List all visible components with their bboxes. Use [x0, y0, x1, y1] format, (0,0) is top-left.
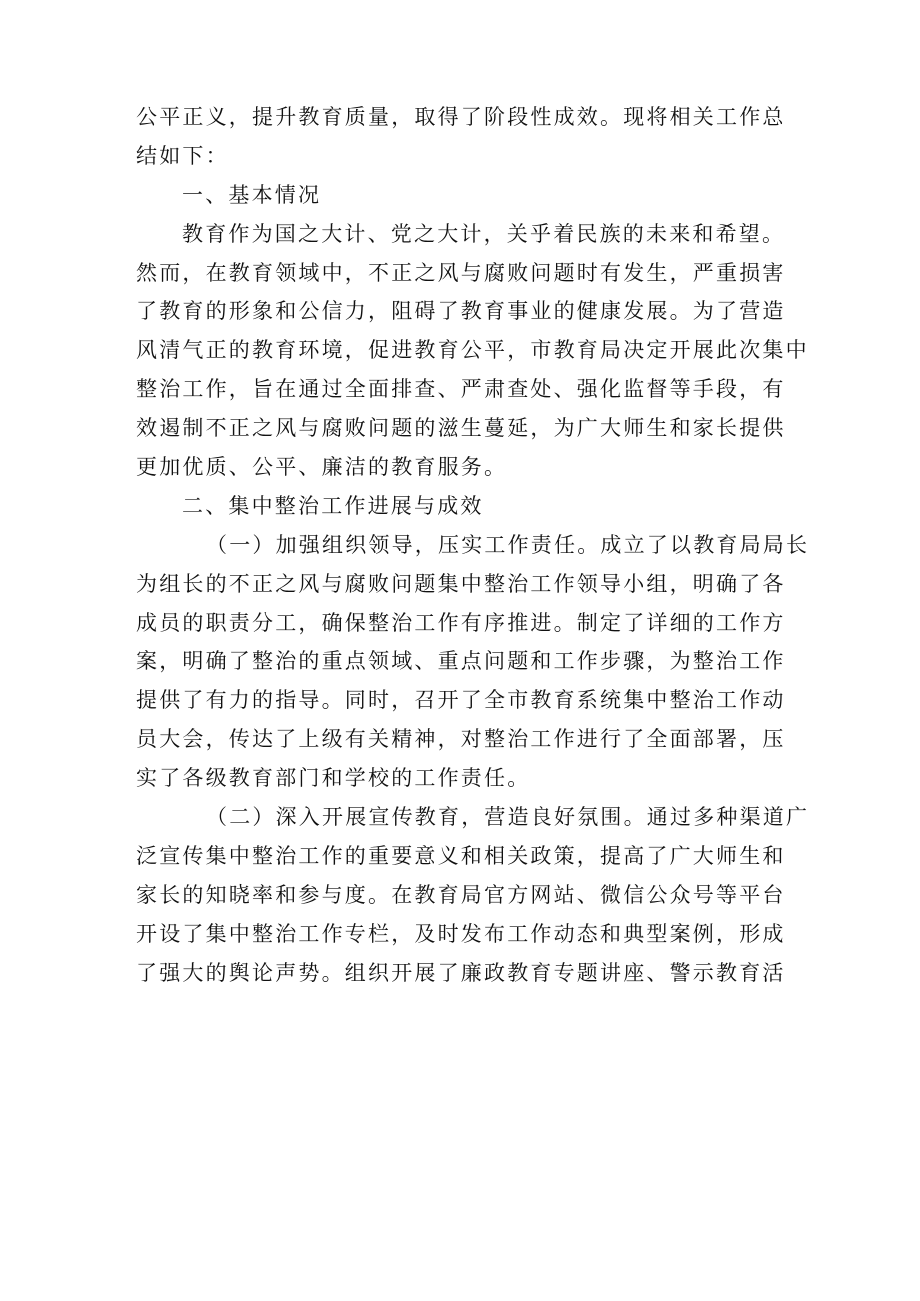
paragraph-line: 然而，在教育领域中，不正之风与腐败问题时有发生，严重损害	[136, 260, 786, 285]
paragraph-line: 提供了有力的指导。同时，召开了全市教育系统集中整治工作动	[136, 688, 786, 713]
paragraph-line: 了教育的形象和公信力，阻碍了教育事业的健康发展。为了营造	[136, 299, 786, 324]
paragraph-line: 效遏制不正之风与腐败问题的滋生蔓延，为广大师生和家长提供	[136, 416, 786, 441]
paragraph-line: 公平正义，提升教育质量，取得了阶段性成效。现将相关工作总	[136, 105, 786, 129]
section-heading-basic: 一、基本情况	[182, 182, 322, 207]
paragraph-line: 家长的知晓率和参与度。在教育局官方网站、微信公众号等平台	[136, 882, 786, 907]
section-heading-progress: 二、集中整治工作进展与成效	[182, 493, 484, 518]
paragraph-line: 开设了集中整治工作专栏，及时发布工作动态和典型案例，形成	[136, 921, 786, 946]
paragraph-line: 更加优质、公平、廉洁的教育服务。	[136, 455, 508, 480]
paragraph-line: 教育作为国之大计、党之大计，关乎着民族的未来和希望。	[182, 221, 786, 246]
paragraph-line: （一）加强组织领导，压实工作责任。成立了以教育局局长	[206, 532, 810, 557]
paragraph-line: 整治工作，旨在通过全面排查、严肃查处、强化监督等手段，有	[136, 377, 786, 402]
paragraph-line: 实了各级教育部门和学校的工作责任。	[136, 766, 531, 791]
paragraph-line: （二）深入开展宣传教育，营造良好氛围。通过多种渠道广	[206, 805, 810, 830]
paragraph-line: 结如下：	[136, 143, 229, 168]
document-body	[136, 98, 810, 992]
paragraph-line: 成员的职责分工，确保整治工作有序推进。制定了详细的工作方	[136, 610, 786, 635]
paragraph-line: 案，明确了整治的重点领域、重点问题和工作步骤，为整治工作	[136, 649, 786, 674]
paragraph-line: 泛宣传集中整治工作的重要意义和相关政策，提高了广大师生和	[136, 843, 786, 868]
paragraph-line: 了强大的舆论声势。组织开展了廉政教育专题讲座、警示教育活	[136, 960, 786, 985]
paragraph-line: 风清气正的教育环境，促进教育公平，市教育局决定开展此次集中	[136, 338, 809, 363]
paragraph-line: 为组长的不正之风与腐败问题集中整治工作领导小组，明确了各	[136, 571, 786, 596]
paragraph-line: 员大会，传达了上级有关精神，对整治工作进行了全面部署，压	[136, 727, 786, 752]
